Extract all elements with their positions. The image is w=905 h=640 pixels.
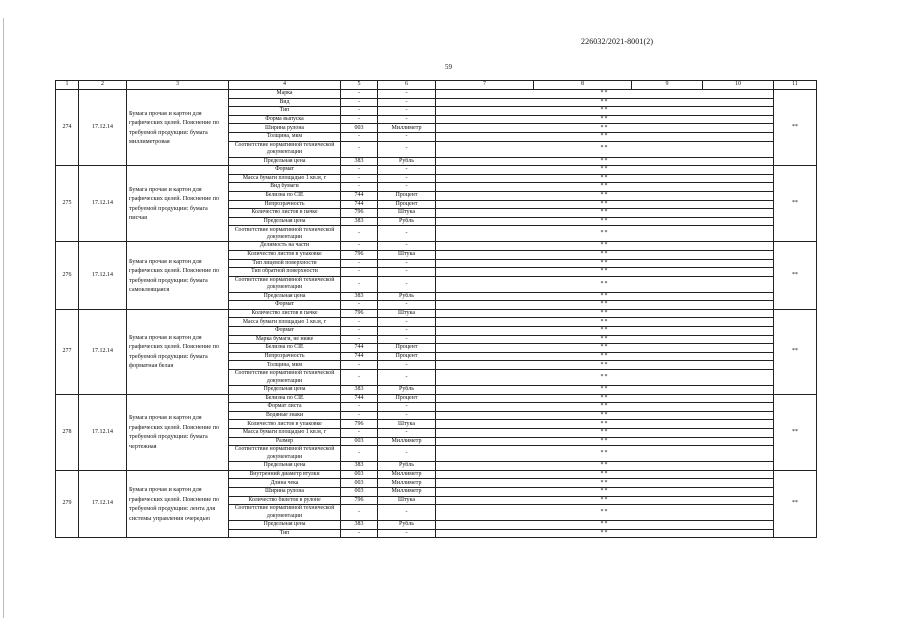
attribute-unit: - bbox=[378, 327, 436, 336]
attribute-unit: Рубль bbox=[378, 157, 436, 166]
attribute-name: Количество листов в упаковке bbox=[229, 420, 341, 429]
attribute-code: 796 bbox=[341, 496, 378, 505]
attribute-value: ** bbox=[436, 174, 774, 183]
attribute-unit: Штука bbox=[378, 420, 436, 429]
attribute-name: Соответствие нормативной технической документации bbox=[229, 226, 341, 242]
attribute-name: Непрозрачность bbox=[229, 352, 341, 361]
col-header: 4 bbox=[229, 81, 341, 90]
table-row bbox=[56, 394, 817, 403]
attribute-unit: - bbox=[378, 505, 436, 521]
attribute-unit: Рубль bbox=[378, 462, 436, 471]
attribute-unit: Штука bbox=[378, 496, 436, 505]
attribute-name: Толщина, мкм bbox=[229, 361, 341, 370]
row-description: Бумага прочая и картон для графических целей. Пояснение по требуемой продукции: лента для системы управления очередью bbox=[127, 470, 229, 538]
attribute-name: Белизна по CIE bbox=[229, 394, 341, 403]
attribute-name: Марка бумаги, не ниже bbox=[229, 335, 341, 344]
table-row bbox=[56, 90, 817, 99]
attribute-name: Ширина рулона bbox=[229, 124, 341, 133]
attribute-value: ** bbox=[436, 98, 774, 107]
attribute-value: ** bbox=[436, 327, 774, 336]
row-mark: ** bbox=[774, 309, 817, 394]
attribute-code: - bbox=[341, 318, 378, 327]
row-description: Бумага прочая и картон для графических целей. Пояснение по требуемой продукции: бумага самоклеящаяся bbox=[127, 242, 229, 310]
attribute-code: - bbox=[341, 132, 378, 141]
attribute-code: 003 bbox=[341, 470, 378, 479]
row-mark: ** bbox=[774, 470, 817, 538]
attribute-value: ** bbox=[436, 386, 774, 395]
attribute-unit: Миллиметр bbox=[378, 124, 436, 133]
attribute-unit: - bbox=[378, 115, 436, 124]
scan-edge-line bbox=[3, 18, 6, 618]
document-id: 226032/2021-8001(2) bbox=[581, 37, 654, 46]
attribute-code: - bbox=[341, 370, 378, 386]
attribute-code: 003 bbox=[341, 479, 378, 488]
attribute-code: - bbox=[341, 242, 378, 251]
attribute-value: ** bbox=[436, 166, 774, 175]
attribute-value: ** bbox=[436, 521, 774, 530]
attribute-name: Формат bbox=[229, 327, 341, 336]
attribute-code: - bbox=[341, 259, 378, 268]
attribute-value: ** bbox=[436, 141, 774, 157]
row-date: 17.12.14 bbox=[79, 242, 127, 310]
attribute-unit: - bbox=[378, 141, 436, 157]
attribute-unit: Процент bbox=[378, 352, 436, 361]
attribute-code: - bbox=[341, 90, 378, 99]
attribute-value: ** bbox=[436, 352, 774, 361]
row-description: Бумага прочая и картон для графических целей. Пояснение по требуемой продукции: бумага миллиметровая bbox=[127, 90, 229, 166]
attribute-value: ** bbox=[436, 124, 774, 133]
attribute-unit: Штука bbox=[378, 209, 436, 218]
attribute-name: Формат bbox=[229, 166, 341, 175]
attribute-value: ** bbox=[436, 250, 774, 259]
attribute-value: ** bbox=[436, 226, 774, 242]
attribute-unit: - bbox=[378, 174, 436, 183]
attribute-name: Толщина, мкм bbox=[229, 132, 341, 141]
col-header: 8 bbox=[534, 81, 632, 90]
attribute-code: 796 bbox=[341, 209, 378, 218]
attribute-unit: - bbox=[378, 226, 436, 242]
attribute-name: Предельная цена bbox=[229, 292, 341, 301]
row-number: 276 bbox=[56, 242, 79, 310]
attribute-value: ** bbox=[436, 183, 774, 192]
attribute-code: - bbox=[341, 361, 378, 370]
attribute-unit: - bbox=[378, 107, 436, 116]
col-header: 2 bbox=[79, 81, 127, 90]
attribute-name: Внутренний диаметр втулки bbox=[229, 470, 341, 479]
attribute-unit: - bbox=[378, 318, 436, 327]
attribute-code: 744 bbox=[341, 344, 378, 353]
attribute-name: Количество листов в пачке bbox=[229, 309, 341, 318]
attribute-unit: Процент bbox=[378, 394, 436, 403]
attribute-name: Тип bbox=[229, 529, 341, 538]
table-body bbox=[56, 90, 817, 538]
attribute-name: Размер bbox=[229, 437, 341, 446]
table-row bbox=[56, 166, 817, 175]
attribute-code: - bbox=[341, 174, 378, 183]
attribute-unit: - bbox=[378, 411, 436, 420]
attribute-code: - bbox=[341, 183, 378, 192]
attribute-unit: - bbox=[378, 259, 436, 268]
attribute-code: - bbox=[341, 276, 378, 292]
attribute-value: ** bbox=[436, 132, 774, 141]
attribute-unit: Рубль bbox=[378, 386, 436, 395]
attribute-name: Вид бумаги bbox=[229, 183, 341, 192]
col-header: 10 bbox=[703, 81, 774, 90]
col-header: 5 bbox=[341, 81, 378, 90]
attribute-unit: Миллиметр bbox=[378, 479, 436, 488]
attribute-unit: - bbox=[378, 335, 436, 344]
attribute-value: ** bbox=[436, 462, 774, 471]
attribute-name: Соответствие нормативной технической документации bbox=[229, 505, 341, 521]
attribute-name: Тип лицевой поверхности bbox=[229, 259, 341, 268]
table-row bbox=[56, 309, 817, 318]
row-mark: ** bbox=[774, 242, 817, 310]
attribute-unit: Рубль bbox=[378, 217, 436, 226]
attribute-code: 744 bbox=[341, 191, 378, 200]
attribute-code: 003 bbox=[341, 487, 378, 496]
attribute-name: Соответствие нормативной технической документации bbox=[229, 370, 341, 386]
attribute-unit: Штука bbox=[378, 309, 436, 318]
attribute-code: - bbox=[341, 505, 378, 521]
attribute-unit: - bbox=[378, 429, 436, 438]
attribute-name: Делимость на части bbox=[229, 242, 341, 251]
attribute-value: ** bbox=[436, 496, 774, 505]
attribute-value: ** bbox=[436, 479, 774, 488]
attribute-name: Ширина рулона bbox=[229, 487, 341, 496]
attribute-value: ** bbox=[436, 115, 774, 124]
attribute-code: - bbox=[341, 446, 378, 462]
row-description: Бумага прочая и картон для графических целей. Пояснение по требуемой продукции: бумага форматная белая bbox=[127, 309, 229, 394]
attribute-unit: - bbox=[378, 361, 436, 370]
attribute-value: ** bbox=[436, 309, 774, 318]
attribute-name: Масса бумаги площадью 1 кв.м, г bbox=[229, 318, 341, 327]
attribute-name: Марка bbox=[229, 90, 341, 99]
attribute-name: Предельная цена bbox=[229, 462, 341, 471]
attribute-value: ** bbox=[436, 268, 774, 277]
attribute-name: Предельная цена bbox=[229, 386, 341, 395]
attribute-code: - bbox=[341, 529, 378, 538]
header-row bbox=[56, 81, 817, 90]
row-mark: ** bbox=[774, 394, 817, 470]
attribute-unit: Миллиметр bbox=[378, 470, 436, 479]
attribute-code: 383 bbox=[341, 521, 378, 530]
row-number: 278 bbox=[56, 394, 79, 470]
attribute-value: ** bbox=[436, 200, 774, 209]
col-header: 1 bbox=[56, 81, 79, 90]
attribute-unit: - bbox=[378, 529, 436, 538]
attribute-value: ** bbox=[436, 209, 774, 218]
attribute-value: ** bbox=[436, 107, 774, 116]
attribute-name: Водяные знаки bbox=[229, 411, 341, 420]
table-row bbox=[56, 470, 817, 479]
attribute-value: ** bbox=[436, 344, 774, 353]
attribute-name: Форма выпуска bbox=[229, 115, 341, 124]
attribute-code: - bbox=[341, 403, 378, 412]
attribute-name: Формат bbox=[229, 301, 341, 310]
attribute-code: 383 bbox=[341, 386, 378, 395]
attribute-code: - bbox=[341, 166, 378, 175]
row-number: 274 bbox=[56, 90, 79, 166]
attribute-code: - bbox=[341, 98, 378, 107]
row-date: 17.12.14 bbox=[79, 166, 127, 242]
attribute-value: ** bbox=[436, 403, 774, 412]
attribute-value: ** bbox=[436, 335, 774, 344]
attribute-value: ** bbox=[436, 217, 774, 226]
attribute-unit: Процент bbox=[378, 191, 436, 200]
attribute-unit: Процент bbox=[378, 344, 436, 353]
attribute-name: Длина чека bbox=[229, 479, 341, 488]
attribute-unit: Миллиметр bbox=[378, 487, 436, 496]
attribute-code: - bbox=[341, 429, 378, 438]
attribute-unit: - bbox=[378, 242, 436, 251]
attribute-value: ** bbox=[436, 487, 774, 496]
attribute-unit: - bbox=[378, 370, 436, 386]
row-number: 275 bbox=[56, 166, 79, 242]
attribute-code: 383 bbox=[341, 462, 378, 471]
row-date: 17.12.14 bbox=[79, 470, 127, 538]
col-header: 11 bbox=[774, 81, 817, 90]
attribute-name: Предельная цена bbox=[229, 521, 341, 530]
attribute-code: - bbox=[341, 268, 378, 277]
attribute-unit: - bbox=[378, 276, 436, 292]
row-date: 17.12.14 bbox=[79, 90, 127, 166]
attribute-name: Соответствие нормативной технической документации bbox=[229, 446, 341, 462]
col-header: 3 bbox=[127, 81, 229, 90]
row-description: Бумага прочая и картон для графических целей. Пояснение по требуемой продукции: бумага писчая bbox=[127, 166, 229, 242]
attribute-code: - bbox=[341, 107, 378, 116]
attribute-code: - bbox=[341, 327, 378, 336]
attribute-code: 003 bbox=[341, 124, 378, 133]
row-mark: ** bbox=[774, 166, 817, 242]
attribute-code: 744 bbox=[341, 352, 378, 361]
attribute-name: Тип bbox=[229, 107, 341, 116]
row-description: Бумага прочая и картон для графических целей. Пояснение по требуемой продукции: бумага чертежная bbox=[127, 394, 229, 470]
attribute-unit: - bbox=[378, 183, 436, 192]
attribute-value: ** bbox=[436, 420, 774, 429]
attribute-code: - bbox=[341, 141, 378, 157]
attribute-name: Соответствие нормативной технической документации bbox=[229, 141, 341, 157]
attribute-name: Масса бумаги площадью 1 кв.м, г bbox=[229, 429, 341, 438]
attribute-value: ** bbox=[436, 276, 774, 292]
attribute-unit: - bbox=[378, 268, 436, 277]
attribute-value: ** bbox=[436, 242, 774, 251]
attribute-name: Белизна по CIE bbox=[229, 191, 341, 200]
attribute-name: Количество листов в пачке bbox=[229, 209, 341, 218]
row-mark: ** bbox=[774, 90, 817, 166]
attribute-unit: - bbox=[378, 90, 436, 99]
attribute-name: Предельная цена bbox=[229, 157, 341, 166]
attribute-value: ** bbox=[436, 411, 774, 420]
attribute-value: ** bbox=[436, 446, 774, 462]
row-date: 17.12.14 bbox=[79, 309, 127, 394]
attribute-unit: - bbox=[378, 166, 436, 175]
attribute-unit: - bbox=[378, 403, 436, 412]
attribute-code: 744 bbox=[341, 200, 378, 209]
attribute-unit: - bbox=[378, 446, 436, 462]
col-header: 9 bbox=[632, 81, 703, 90]
attribute-code: 796 bbox=[341, 309, 378, 318]
attribute-code: 003 bbox=[341, 437, 378, 446]
attribute-name: Количество билетов в рулоне bbox=[229, 496, 341, 505]
attribute-value: ** bbox=[436, 318, 774, 327]
attribute-value: ** bbox=[436, 470, 774, 479]
attribute-name: Количество листов в упаковке bbox=[229, 250, 341, 259]
attribute-unit: - bbox=[378, 301, 436, 310]
attribute-name: Масса бумаги площадью 1 кв.м, г bbox=[229, 174, 341, 183]
attribute-value: ** bbox=[436, 505, 774, 521]
row-number: 279 bbox=[56, 470, 79, 538]
row-date: 17.12.14 bbox=[79, 394, 127, 470]
attribute-code: - bbox=[341, 411, 378, 420]
attribute-unit: - bbox=[378, 98, 436, 107]
attribute-value: ** bbox=[436, 157, 774, 166]
attribute-unit: Рубль bbox=[378, 292, 436, 301]
attribute-value: ** bbox=[436, 259, 774, 268]
attribute-unit: Штука bbox=[378, 250, 436, 259]
attribute-unit: Миллиметр bbox=[378, 437, 436, 446]
attribute-code: 796 bbox=[341, 420, 378, 429]
attribute-value: ** bbox=[436, 529, 774, 538]
attribute-code: 383 bbox=[341, 217, 378, 226]
attribute-name: Тип обратной поверхности bbox=[229, 268, 341, 277]
attribute-code: - bbox=[341, 335, 378, 344]
attribute-unit: Рубль bbox=[378, 521, 436, 530]
table-row bbox=[56, 242, 817, 251]
attribute-value: ** bbox=[436, 90, 774, 99]
attribute-name: Формат листа bbox=[229, 403, 341, 412]
attribute-name: Соответствие нормативной технической документации bbox=[229, 276, 341, 292]
attribute-value: ** bbox=[436, 292, 774, 301]
attribute-value: ** bbox=[436, 361, 774, 370]
attribute-value: ** bbox=[436, 437, 774, 446]
attribute-unit: Процент bbox=[378, 200, 436, 209]
attribute-value: ** bbox=[436, 191, 774, 200]
attribute-code: 796 bbox=[341, 250, 378, 259]
attribute-value: ** bbox=[436, 301, 774, 310]
attribute-value: ** bbox=[436, 429, 774, 438]
col-header: 6 bbox=[378, 81, 436, 90]
attribute-code: - bbox=[341, 115, 378, 124]
row-number: 277 bbox=[56, 309, 79, 394]
attribute-unit: - bbox=[378, 132, 436, 141]
attribute-code: 383 bbox=[341, 157, 378, 166]
attribute-code: 383 bbox=[341, 292, 378, 301]
catalog-table bbox=[55, 80, 817, 538]
attribute-code: - bbox=[341, 226, 378, 242]
attribute-name: Непрозрачность bbox=[229, 200, 341, 209]
col-header: 7 bbox=[436, 81, 534, 90]
attribute-name: Белизна по CIE bbox=[229, 344, 341, 353]
attribute-value: ** bbox=[436, 394, 774, 403]
attribute-value: ** bbox=[436, 370, 774, 386]
page-number: 59 bbox=[445, 63, 452, 71]
attribute-name: Вид bbox=[229, 98, 341, 107]
attribute-code: 744 bbox=[341, 394, 378, 403]
attribute-code: - bbox=[341, 301, 378, 310]
attribute-name: Предельная цена bbox=[229, 217, 341, 226]
